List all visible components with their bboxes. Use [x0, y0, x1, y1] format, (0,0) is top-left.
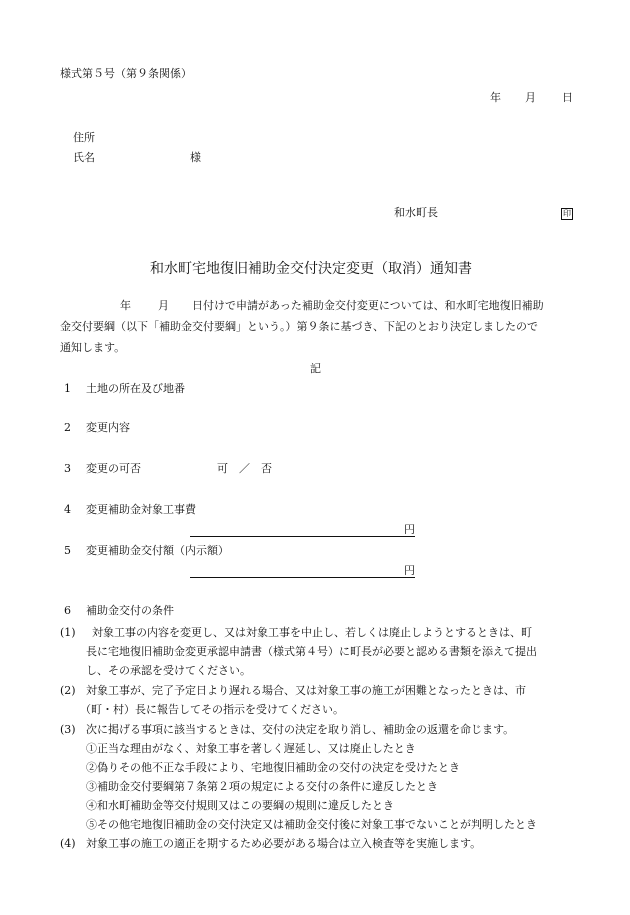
condition-subitem: ③補助金交付要綱第７条第２項の規定による交付の条件に違反したとき — [86, 780, 438, 793]
item-label: 変更の可否 — [86, 462, 141, 475]
intro-line3: 通知します。 — [60, 341, 126, 354]
address-label: 住所 — [73, 131, 95, 144]
condition-number: (2) — [60, 684, 76, 697]
condition-text: 対象工事の内容を変更し、又は対象工事を中止し、若しくは廃止しようとするときは、町 — [92, 626, 532, 639]
yen-unit: 円 — [404, 523, 415, 536]
approval-options: 可 ／ 否 — [217, 462, 272, 475]
date-day: 日 — [562, 91, 573, 104]
seal-mark: 印 — [563, 209, 571, 218]
issuer-title: 和水町長 — [394, 206, 438, 219]
item-number: 4 — [64, 503, 71, 516]
yen-unit: 円 — [404, 564, 415, 577]
item-label: 変更補助金対象工事費 — [86, 503, 196, 516]
date-year: 年 — [490, 91, 501, 104]
honorific: 様 — [190, 151, 201, 164]
intro-year: 年 — [120, 299, 131, 312]
item-label: 変更内容 — [86, 421, 130, 434]
condition-text: 対象工事が、完了予定日より遅れる場合、又は対象工事の施工が困難となったときは、市 — [86, 684, 526, 697]
intro-month: 月 — [158, 299, 169, 312]
condition-text: 長に宅地復旧補助金変更承認申請書（様式第４号）に町長が必要と認める書類を添えて提出 — [86, 645, 537, 658]
item-number: 3 — [64, 462, 71, 475]
item-label: 補助金交付の条件 — [86, 604, 174, 617]
condition-number: (1) — [60, 626, 76, 639]
ki-mark: 記 — [310, 362, 321, 375]
date-month: 月 — [525, 91, 536, 104]
item-number: 6 — [64, 604, 71, 617]
condition-text: し、その承認を受けてください。 — [86, 664, 251, 677]
condition-text: 次に掲げる事項に該当するときは、交付の決定を取り消し、補助金の返還を命じます。 — [86, 723, 515, 736]
name-label: 氏名 — [73, 151, 95, 164]
condition-text: 対象工事の施工の適正を期するため必要がある場合は立入検査等を実施します。 — [86, 837, 482, 850]
form-number: 様式第５号（第９条関係） — [60, 67, 192, 80]
condition-subitem: ④和水町補助金等交付規則又はこの要綱の規則に違反したとき — [86, 799, 394, 812]
amount-underline — [190, 577, 415, 578]
intro-line2: 金交付要綱（以下「補助金交付要綱」という。）第９条に基づき、下記のとおり決定しましたので — [60, 320, 539, 333]
condition-subitem: ⑤その他宅地復旧補助金の交付決定又は補助金交付後に対象工事でないことが判明したとき — [86, 818, 537, 831]
condition-subitem: ①正当な理由がなく、対象工事を著しく遅延し、又は廃止したとき — [86, 742, 416, 755]
issuer-seal — [561, 206, 573, 220]
intro-line1: 日付けで申請があった補助金交付変更については、和水町宅地復旧補助 — [192, 299, 544, 312]
item-number: 1 — [64, 382, 71, 395]
document-title: 和水町宅地復旧補助金交付決定変更（取消）通知書 — [150, 261, 472, 277]
condition-number: (4) — [60, 837, 76, 850]
item-label: 変更補助金交付額（内示額） — [86, 544, 229, 557]
item-label: 土地の所在及び地番 — [86, 382, 185, 395]
amount-underline — [190, 536, 415, 537]
item-number: 5 — [64, 544, 71, 557]
item-number: 2 — [64, 421, 71, 434]
condition-subitem: ②偽りその他不正な手段により、宅地復旧補助金の交付の決定を受けたとき — [86, 761, 460, 774]
condition-number: (3) — [60, 723, 76, 736]
condition-text: （町・村）長に報告してその指示を受けてください。 — [80, 703, 344, 716]
